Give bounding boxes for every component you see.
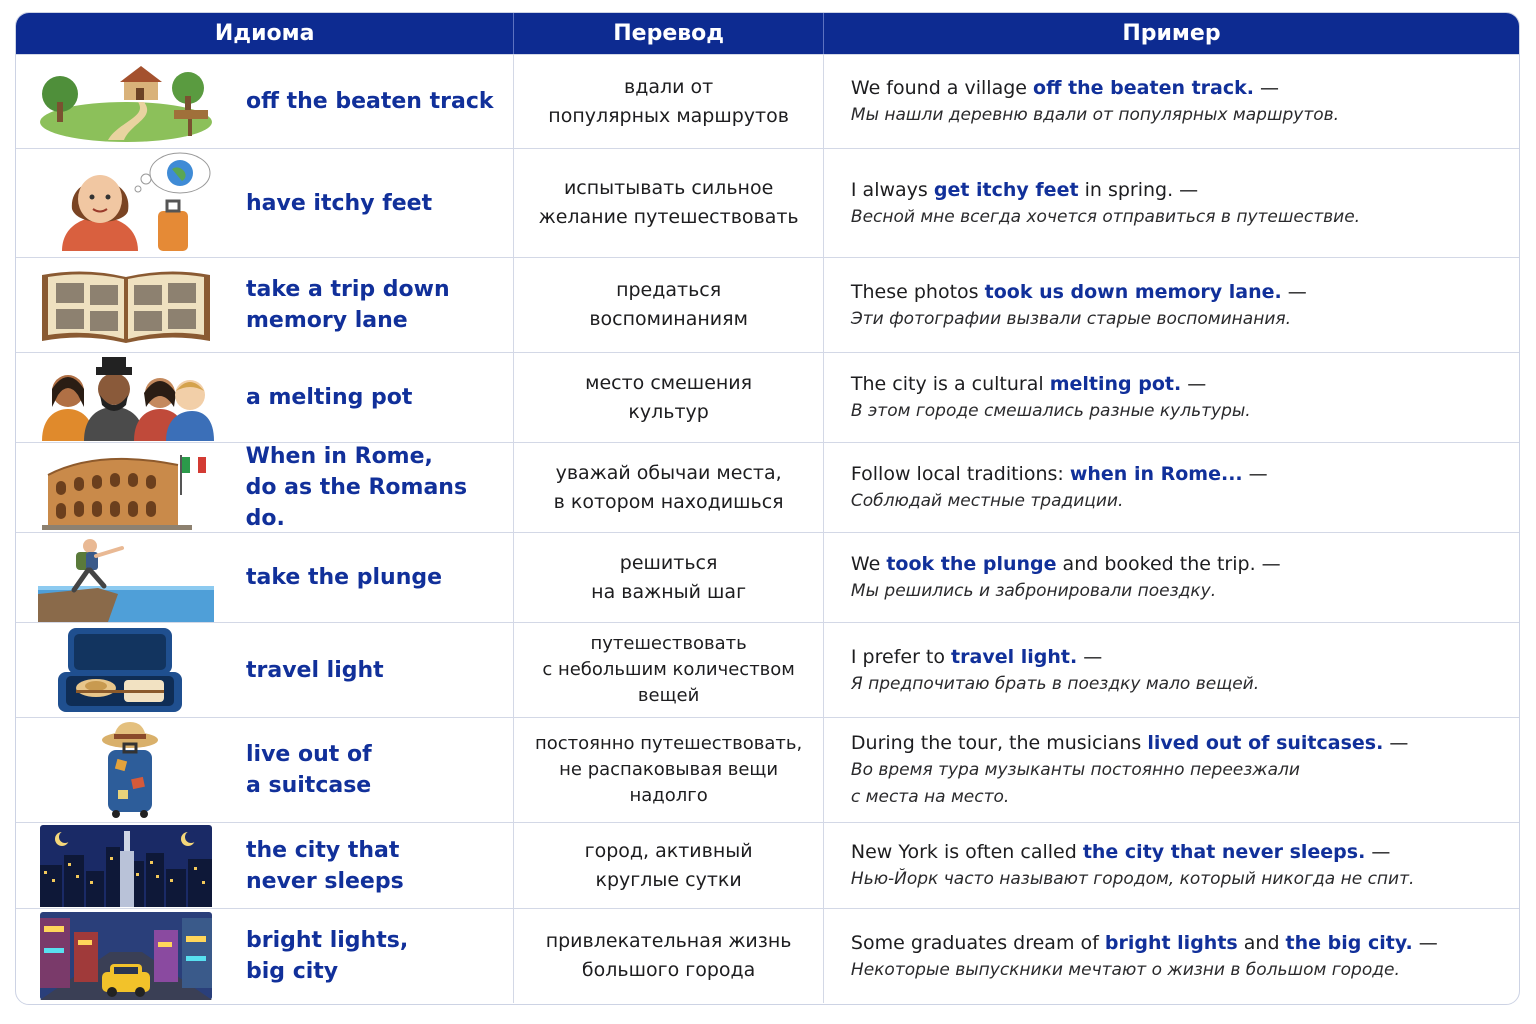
idioms-table	[15, 12, 1520, 1005]
example-ru: Во время тура музыканты постоянно переезжали с места на место.	[850, 760, 1300, 807]
idiom-text: When in Rome, do as the Romans do.	[245, 444, 468, 531]
example-en: Some graduates dream of bright lights and the big city. —	[850, 931, 1438, 954]
dreaming-traveler-icon	[34, 149, 218, 257]
table-row	[16, 257, 1519, 352]
diverse-people-icon	[34, 353, 218, 442]
table-row	[16, 532, 1519, 622]
idiom-text: have itchy feet	[246, 190, 433, 216]
example-cell	[824, 55, 1519, 148]
example-ru: Эти фотографии вызвали старые воспоминания.	[850, 308, 1292, 329]
idiom-text: take the plunge	[246, 565, 443, 590]
header-translation: Перевод	[514, 13, 824, 54]
example-ru: В этом городе смешались разные культуры.	[850, 401, 1251, 421]
example-en: Follow local traditions: when in Rome... —	[850, 463, 1268, 485]
table-row	[16, 54, 1519, 148]
table-header	[16, 13, 1519, 54]
translation-text: уважай обычаи места, в котором находишься	[514, 443, 824, 532]
header-idiom: Идиома	[16, 13, 514, 54]
colosseum-icon	[34, 443, 218, 532]
example-ru: Весной мне всегда хочется отправиться в путешествие.	[850, 206, 1361, 227]
translation-text: город, активный круглые сутки	[514, 823, 824, 908]
idiom-text: bright lights, big city	[246, 928, 409, 984]
example-en: New York is often called the city that never sleeps. —	[850, 841, 1391, 863]
example-en: These photos took us down memory lane. —	[850, 280, 1307, 303]
example-cell	[824, 909, 1519, 1003]
example-ru: Нью-Йорк часто называют городом, который никогда не спит.	[850, 869, 1415, 889]
example-cell	[824, 149, 1519, 257]
example-ru: Мы нашли деревню вдали от популярных маршрутов.	[850, 105, 1340, 125]
table-row	[16, 148, 1519, 257]
example-cell	[824, 823, 1519, 908]
header-example: Пример	[1122, 21, 1221, 46]
open-suitcase-icon	[34, 623, 218, 717]
countryside-path-icon	[34, 55, 218, 148]
translation-text: место смешения культур	[514, 353, 824, 442]
example-cell	[824, 353, 1519, 442]
translation-text: вдали от популярных маршрутов	[514, 55, 824, 148]
table-row	[16, 717, 1519, 822]
example-en: During the tour, the musicians lived out of suitcases. —	[850, 732, 1409, 754]
idiom-text: the city that never sleeps	[246, 837, 404, 894]
night-city-icon	[34, 823, 218, 908]
table-row	[16, 442, 1519, 532]
example-ru: Я предпочитаю брать в поездку мало вещей.	[850, 673, 1260, 694]
example-cell	[824, 533, 1519, 622]
example-cell	[824, 718, 1519, 822]
idiom-text: take a trip down memory lane	[246, 277, 450, 333]
example-ru: Мы решились и забронировали поездку.	[850, 581, 1217, 601]
idiom-text: travel light	[246, 657, 384, 683]
idiom-text: a melting pot	[246, 385, 413, 410]
example-en: The city is a cultural melting pot. —	[850, 373, 1207, 395]
example-en: I always get itchy feet in spring. —	[850, 178, 1199, 201]
photo-album-icon	[34, 258, 218, 352]
table-row	[16, 352, 1519, 442]
translation-text: постоянно путешествовать, не распаковывая вещи надолго	[514, 718, 824, 822]
idiom-text: live out of a suitcase	[246, 742, 372, 798]
translation-text: предаться воспоминаниям	[514, 258, 824, 352]
suitcase-hat-icon	[34, 718, 218, 822]
example-cell	[824, 623, 1519, 717]
translation-text: испытывать сильное желание путешествовать	[514, 149, 824, 257]
example-en: We found a village off the beaten track. —	[850, 77, 1280, 99]
translation-text: путешествовать с небольшим количеством вещей	[514, 623, 824, 717]
example-cell	[824, 258, 1519, 352]
table-row	[16, 622, 1519, 717]
example-ru: Соблюдай местные традиции.	[850, 491, 1124, 511]
example-en: We took the plunge and booked the trip. —	[850, 553, 1281, 575]
example-cell	[824, 443, 1519, 532]
table-row	[16, 822, 1519, 908]
table-row	[16, 908, 1519, 1003]
translation-text: привлекательная жизнь большого города	[514, 909, 824, 1003]
example-ru: Некоторые выпускники мечтают о жизни в большом городе.	[850, 959, 1400, 980]
cliff-jump-icon	[34, 533, 218, 622]
city-street-taxi-icon	[34, 909, 218, 1003]
translation-text: решиться на важный шаг	[514, 533, 824, 622]
idiom-text: off the beaten track	[246, 89, 494, 114]
example-en: I prefer to travel light. —	[850, 645, 1103, 668]
